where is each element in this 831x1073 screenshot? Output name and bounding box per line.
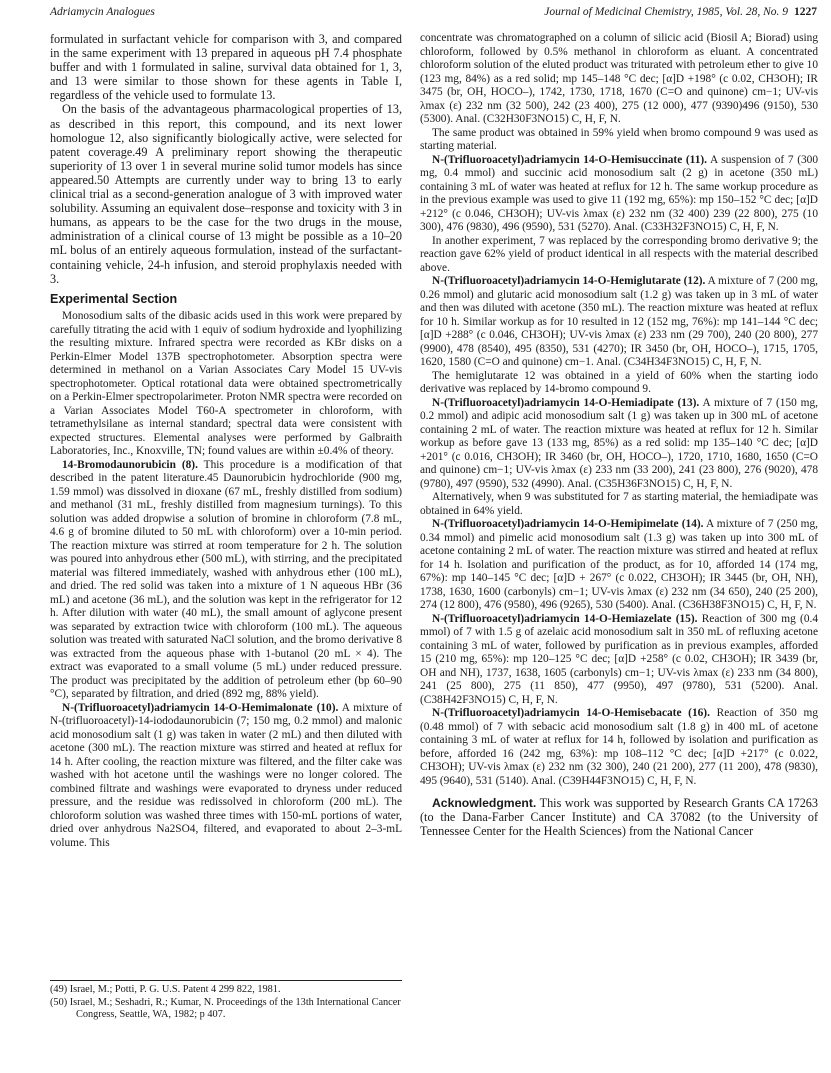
procedure-body-14: A mixture of 7 (250 mg, 0.34 mmol) and pimelic acid monosodium salt (1.3 g) was taken up into 300 mL of acetone containing 2 mL of water. The reaction mixture was stirred and heated at reflux for 14 h. Isolation and purification of the product, as for 10, afforded 14 (174 mg, 67%): mp 140–145 °C dec; [α]D + 267° (c 0.022, CH3OH); IR 3445 (br, OH, NH), 1738, 1630, 1600 (carbonyls) cm−1; UV-vis λmax (ε) 232 nm (34 650), 240 (25 200), 274 (12 800), 476 (9580), 496 (9265), 530 (5400). Anal. (C36H38F3NO15) C, H, F, N. bbox=[420, 518, 818, 611]
procedure-compound-14 bbox=[420, 518, 818, 613]
procedure-body-10: A mixture of N-(trifluoroacetyl)-14-iododaunorubicin (7; 150 mg, 0.2 mmol) and malonic acid monosodium salt (1 g) was taken in water (2 mL) and then diluted with acetone (300 mL). The reaction mixture was stirred and heated at reflux for 14 h. After cooling, the reaction mixture was filtered, and the filter cake was washed with hot acetone until the washings were no longer colored. The combined filtrate and washings were evaporated to dryness under reduced pressure, and the residue was redissolved in chloroform (200 mL). The chloroform solution was washed three times with 150-mL portions of water, dried over anhydrous Na2SO4, filtered, and evaporated to about 2–3-mL volume. This bbox=[50, 701, 402, 849]
procedure-title-14: N-(Trifluoroacetyl)adriamycin 14-O-Hemipimelate (14). bbox=[432, 518, 704, 530]
paragraph-compound-13-alt: Alternatively, when 9 was substituted for 7 as starting material, the hemiadipate was obtained in 64% yield. bbox=[420, 491, 818, 517]
procedure-body-13: A mixture of 7 (150 mg, 0.2 mmol) and adipic acid monosodium salt (1 g) was taken up in 300 mL of acetone containing 2 mL of water. The reaction mixture was heated at reflux for 12 h. Similar workup as before gave 13 (133 mg, 85%) as a red solid: mp 135–140 °C dec; [α]D +201° (c 0.016, CH3OH); IR 3460 (br, OH, HOCO–), 1720, 1710, 1680, 1650 (C=O and quinone) cm−1; UV-vis λmax (ε) 233 nm (33 200), 241 (23 800), 276 (9020), 478 (9780), 497 (9590), 532 (4990). Anal. (C35H36F3NO15) C, H, F, N. bbox=[420, 396, 818, 490]
paragraph-compound-10-continued: concentrate was chromatographed on a column of silicic acid (Biosil A; Biorad) using chloroform, followed by 0.5% methanol in chloroform as eluant. A concentrated chloroform solution of the eluted product was triturated with petroleum ether to give 10 (123 mg, 84%) as a red solid; mp 145–148 °C dec; [α]D +198° (c 0.02, CH3OH); IR 3475 (br, OH, HOCO–), 1742, 1730, 1718, 1670 (C=O and quinone) cm−1; UV-vis λmax (ε) 232 nm (32 500), 242 (23 400), 275 (12 000), 477 (9390)496 (9150), 530 (5300). Anal. (C32H30F3NO15) C, H, F, N. bbox=[420, 32, 818, 125]
paragraph-patent-coverage: On the basis of the advantageous pharmacological properties of 13, as described in this report, this compound, and its next lower homologue 12, also significantly biologically active, were selected for patent coverage.49 A preliminary report showing the therapeutic superiority of 13 over 1 in several murine solid tumor models has since appeared.50 Attempts are currently under way to bring 13 to early clinical trial as a second-generation analogue of 3 with improved water solubility. Assuming an equivalent dose–response and toxicity with 3 in humans, as appears to be the case for the two drugs in the mouse, administration of a clinical course of 13 might be possible as a 10–20 mL bolus of an entirely aqueous formulation, instead of the surfactant-containing vehicle, 24-h infusion, and steroid prophylaxis needed with 3. bbox=[50, 102, 402, 286]
procedure-title-16: N-(Trifluoroacetyl)adriamycin 14-O-Hemisebacate (16). bbox=[432, 707, 710, 719]
procedure-title-8: 14-Bromodaunorubicin (8). bbox=[62, 458, 198, 471]
footnote-49: (49) Israel, M.; Potti, P. G. U.S. Patent 4 299 822, 1981. bbox=[50, 984, 281, 995]
procedure-title-13: N-(Trifluoroacetyl)adriamycin 14-O-Hemiadipate (13). bbox=[432, 396, 700, 409]
page-number: 1227 bbox=[794, 6, 817, 18]
procedure-body-8: This procedure is a modification of that described in the patent literature.45 Daunorubicin hydrochloride (900 mg, 1.59 mmol) was dissolved in dioxane (67 mL, freshly distilled from sodium) and methanol (31 mL, freshly distilled from magnesium turnings). To this solution was added dropwise a solution of bromine in chloroform (7.8 mL, 4.6 g of bromine diluted to 50 mL with chloroform) over a 10-min period. The reaction mixture was stirred at room temperature for 2 h. The solution was poured into anhydrous ether (500 mL), with stirring, and the precipitated material was filtered immediately, washed with anhydrous ether (100 mL), and dried. The red solid was taken into a mixture of 1 N aqueous HBr (36 mL) and acetone (36 mL), and the solution was kept in the refrigerator for 12 h. After dilution with water (40 mL), the small amount of aglycone present was separated by extraction twice with chloroform (100 mL). The aqueous solution was treated with saturated NaCl solution, and the bromo derivative 8 was extracted from the aqueous phase with 1-butanol (20 mL × 4). The extract was evaporated to a small volume (5 mL) under reduced pressure. The product was precipitated by the addition of petroleum ether (bp 60–90 °C), separated by filtration, and dried (892 mg, 88% yield). bbox=[50, 458, 403, 701]
acknowledgment-title: Acknowledgment. bbox=[432, 796, 537, 810]
journal-name: Journal of Medicinal Chemistry, 1985, Vol. 28, No. 9 bbox=[544, 6, 788, 18]
right-column bbox=[420, 32, 818, 1067]
procedure-title-15: N-(Trifluoroacetyl)adriamycin 14-O-Hemiazelate (15). bbox=[432, 612, 698, 625]
paragraph-compound-12-alt: The hemiglutarate 12 was obtained in a yield of 60% when the starting iodo derivative was replaced by 14-bromo compound 9. bbox=[420, 369, 818, 395]
running-header bbox=[50, 6, 817, 22]
paragraph-compound-11-alt: In another experiment, 7 was replaced by the corresponding bromo derivative 9; the reaction gave 62% yield of product identical in all respects with the material described above. bbox=[420, 234, 818, 274]
procedure-title-10: N-(Trifluoroacetyl)adriamycin 14-O-Hemimalonate (10). bbox=[62, 701, 339, 714]
procedure-body-11: A suspension of 7 (300 mg, 0.4 mmol) and succinic acid monosodium salt (2 g) in acetone (350 mL) containing 3 mL of water was heated at reflux for 12 h. The same workup procedure as in the previous example was used to give 11 (192 mg, 65%): mp 150–152 °C dec; [α]D +212° (c 0.046, CH3OH); UV-vis λmax (ε) 232 nm (32 400) 239 (22 800), 275 (10 300), 476 (9830), 496 (9590), 531 (5270). Anal. (C33H32F3NO15) C, H, F, N. bbox=[420, 153, 818, 233]
procedure-body-16: Reaction of 350 mg (0.48 mmol) of 7 with sebacic acid monosodium salt (1.8 g) in 400 mL of acetone containing 3 mL of water at reflux for 14 h, followed by isolation and purification as before, afforded 16 (242 mg, 63%): mp 108–112 °C dec; [α]D +217° (c 0.022, CH3OH); UV-vis λmax (ε) 232 nm (32 300), 240 (21 200), 277 (11 200), 478 (9830), 495 (9640), 531 (5140). Anal. (C39H44F3NO15) C, H, F, N. bbox=[420, 707, 819, 787]
acknowledgment-body: This work was supported by Research Grants CA 17263 (to the Dana-Farber Cancer Institute) and CA 37082 (to the University of Tennessee Center for the Health Sciences) from the National Cancer bbox=[420, 796, 818, 839]
procedure-compound-16 bbox=[420, 707, 818, 788]
procedure-title-11: N-(Trifluoroacetyl)adriamycin 14-O-Hemisuccinate (11). bbox=[432, 153, 708, 166]
running-title: Adriamycin Analogues bbox=[50, 6, 155, 18]
procedure-body-12: A mixture of 7 (200 mg, 0.26 mmol) and glutaric acid monosodium salt (1.2 g) was taken up in 3 mL of water and then was diluted with acetone (350 mL). The reaction mixture was heated at reflux for 10 h. Similar workup as for 10 resulted in 12 (152 mg, 76%): mp 141–144 °C dec; [α]D +288° (c 0.046, CH3OH); UV-vis λmax (ε) 233 nm (29 700), 240 (20 800), 277 (9900), 478 (8540), 495 (8350), 531 (4270); IR 3450 (br, OH, HOCO–), 1715, 1705, 1620, 1580 (C=O and quinone) cm−1. Anal. (C34H34F3NO15) C, H, F, N. bbox=[420, 275, 819, 368]
procedure-title-12: N-(Trifluoroacetyl)adriamycin 14-O-Hemiglutarate (12). bbox=[432, 275, 706, 287]
footnote-50: (50) Israel, M.; Seshadri, R.; Kumar, N. Proceedings of the 13th International Cancer Congress, Seattle, WA, 1982; p 407. bbox=[50, 996, 401, 1020]
paragraph-intro-continued: formulated in surfactant vehicle for comparison with 3, and compared in the same experiment with 13 prepared in aqueous pH 7.4 phosphate buffer and with 1 formulated in saline, survival data obtained for 1, 3, and 13 were similar to those shown for these agents in Table I, regardless of the vehicle used to formulate 13. bbox=[50, 32, 402, 103]
footnotes bbox=[50, 980, 402, 1022]
procedure-compound-11 bbox=[420, 154, 818, 235]
left-column bbox=[50, 32, 402, 972]
acknowledgment bbox=[420, 796, 818, 839]
procedure-compound-13 bbox=[420, 397, 818, 492]
procedure-body-15: Reaction of 300 mg (0.4 mmol) of 7 with 1.5 g of azelaic acid monosodium salt in 350 mL of refluxing acetone containing 3 mL of water, followed by purification as in previous examples, afforded 15 (210 mg, 65%): mp 120–125 °C dec; [α]D +258° (c 0.02, CH3OH); IR 3439 (br, OH and NH), 1737, 1638, 1605 (carbonyls) cm−1; UV-vis λmax (ε) 233 nm (34 800), 241 (25 800), 275 (11 850), 477 (9950), 497 (9780), 531 (5200). Anal. (C38H42F3NO15) C, H, F, N. bbox=[420, 612, 818, 706]
experimental-section-heading: Experimental Section bbox=[50, 291, 178, 306]
journal-citation bbox=[544, 6, 817, 18]
procedure-compound-10 bbox=[50, 702, 402, 851]
procedure-compound-8 bbox=[50, 459, 402, 702]
paragraph-general-methods: Monosodium salts of the dibasic acids used in this work were prepared by carefully titrating the acid with 1 equiv of sodium hydroxide and lyophilizing the resulting mixture. Infrared spectra were recorded as KBr disks on a Perkin-Elmer Model 137B spectrophotometer. Absorption spectra were determined in methanol on a Varian Associates Cary Model 15 UV-vis spectrophotometer. Optical rotational data were obtained spectrometrically on a Perkin-Elmer spectropolarimeter. Proton NMR spectra were recorded on a Varian Associates Model T60-A spectrometer in chloroform, with tetramethylsilane as internal standard; spectral data were consistent with expected structures. Elemental analyses were performed by Galbraith Laboratories, Inc., Knoxville, TN; found values are within ±0.4% of theory. bbox=[50, 310, 402, 458]
procedure-compound-12 bbox=[420, 275, 818, 370]
paragraph-compound-10-alt: The same product was obtained in 59% yield when bromo compound 9 was used as starting material. bbox=[420, 126, 818, 152]
procedure-compound-15 bbox=[420, 613, 818, 708]
